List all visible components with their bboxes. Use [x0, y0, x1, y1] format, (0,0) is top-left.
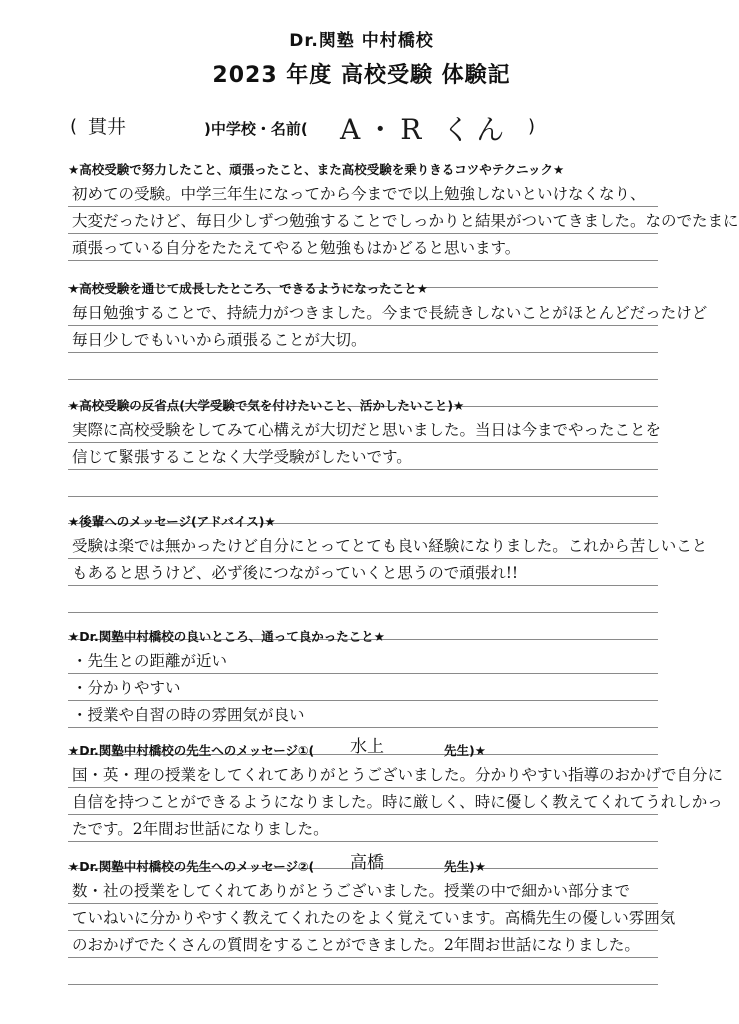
sensei-label: 先生)★ [444, 743, 486, 758]
answer-line: のおかげでたくさんの質問をすることができました。2年間お世話になりました。 [68, 931, 658, 958]
answer-line: ・授業や自習の時の雰囲気が良い [68, 701, 658, 728]
section-growth [68, 279, 708, 407]
answer-line: たです。2年間お世話になりました。 [68, 815, 658, 842]
section-reflection [68, 396, 662, 524]
section-heading [68, 737, 658, 761]
section-heading: ★後輩へのメッセージ(アドバイス)★ [68, 514, 276, 529]
middle-school-label: )中学校・名前( [204, 120, 308, 138]
answer-line: 大変だったけど、毎日少しずつ勉強することでしっかりと結果がついてきました。なのでたまに [68, 207, 658, 234]
teacher-name: 高橋 [350, 853, 384, 873]
section-advice [68, 512, 708, 640]
answer-line [68, 958, 658, 985]
answer-line: 初めての受験。中学三年生になってから今までで以上勉強しないといけなくなり、 [68, 180, 658, 207]
section-heading: ★Dr.関塾中村橋校の良いところ、通って良かったこと★ [68, 629, 385, 644]
heading-text: ★Dr.関塾中村橋校の先生へのメッセージ②( [68, 859, 315, 874]
section-teacher-message-1 [68, 737, 724, 869]
section-teacher-message-2 [68, 853, 676, 985]
answer-line: 信じて緊張することなく大学受験がしたいです。 [68, 443, 658, 470]
student-name: A・R くん [340, 113, 511, 146]
answer-line [68, 586, 658, 613]
answer-line: 実際に高校受験をしてみて心構えが大切だと思いました。当日は今までやったことを [68, 416, 658, 443]
answer-line: 自信を持つことができるようになりました。時に厳しく、時に優しく教えてくれてうれしかっ [68, 788, 658, 815]
answer-line: 受験は楽では無かったけど自分にとってとても良い経験になりました。これから苦しいこと [68, 532, 658, 559]
answer-line [68, 353, 658, 380]
paren-close: ) [528, 116, 536, 137]
answer-line: ・分かりやすい [68, 674, 658, 701]
paren-open: ( [70, 116, 78, 137]
answer-line: 国・英・理の授業をしてくれてありがとうございました。分かりやすい指導のおかげで自分に [68, 761, 658, 788]
answer-line: 数・社の授業をしてくれてありがとうございました。授業の中で細かい部分まで [68, 877, 658, 904]
section-good-points [68, 627, 658, 755]
teacher-name: 水上 [350, 737, 384, 757]
answer-line [68, 470, 658, 497]
sensei-label: 先生)★ [444, 859, 486, 874]
section-heading: ★高校受験を通じて成長したところ、できるようになったこと★ [68, 281, 428, 296]
answer-line: ・先生との距離が近い [68, 647, 658, 674]
answer-line: 毎日勉強することで、持続力がつきました。今まで長続きしないことがほとんどだったけど [68, 299, 658, 326]
section-heading: ★高校受験の反省点(大学受験で気を付けたいこと、活かしたいこと)★ [68, 398, 465, 413]
student-info [70, 108, 670, 144]
section-effort [68, 160, 739, 288]
answer-line: ていねいに分かりやすく教えてくれたのをよく覚えています。高橋先生の優しい雰囲気 [68, 904, 658, 931]
school-name: Dr.関塾 中村橋校 [289, 31, 434, 51]
heading-text: ★Dr.関塾中村橋校の先生へのメッセージ①( [68, 743, 315, 758]
answer-line: もあると思うけど、必ず後につながっていくと思うので頑張れ!! [68, 559, 658, 586]
middle-school-name: 貫井 [88, 116, 127, 138]
section-heading: ★高校受験で努力したこと、頑張ったこと、また高校受験を乗りきるコツやテクニック★ [68, 162, 565, 177]
section-heading [68, 853, 658, 877]
answer-line: 頑張っている自分をたたえてやると勉強もはかどると思います。 [68, 234, 658, 261]
page-title: 2023 年度 高校受験 体験記 [212, 63, 511, 88]
answer-line: 毎日少しでもいいから頑張ることが大切。 [68, 326, 658, 353]
